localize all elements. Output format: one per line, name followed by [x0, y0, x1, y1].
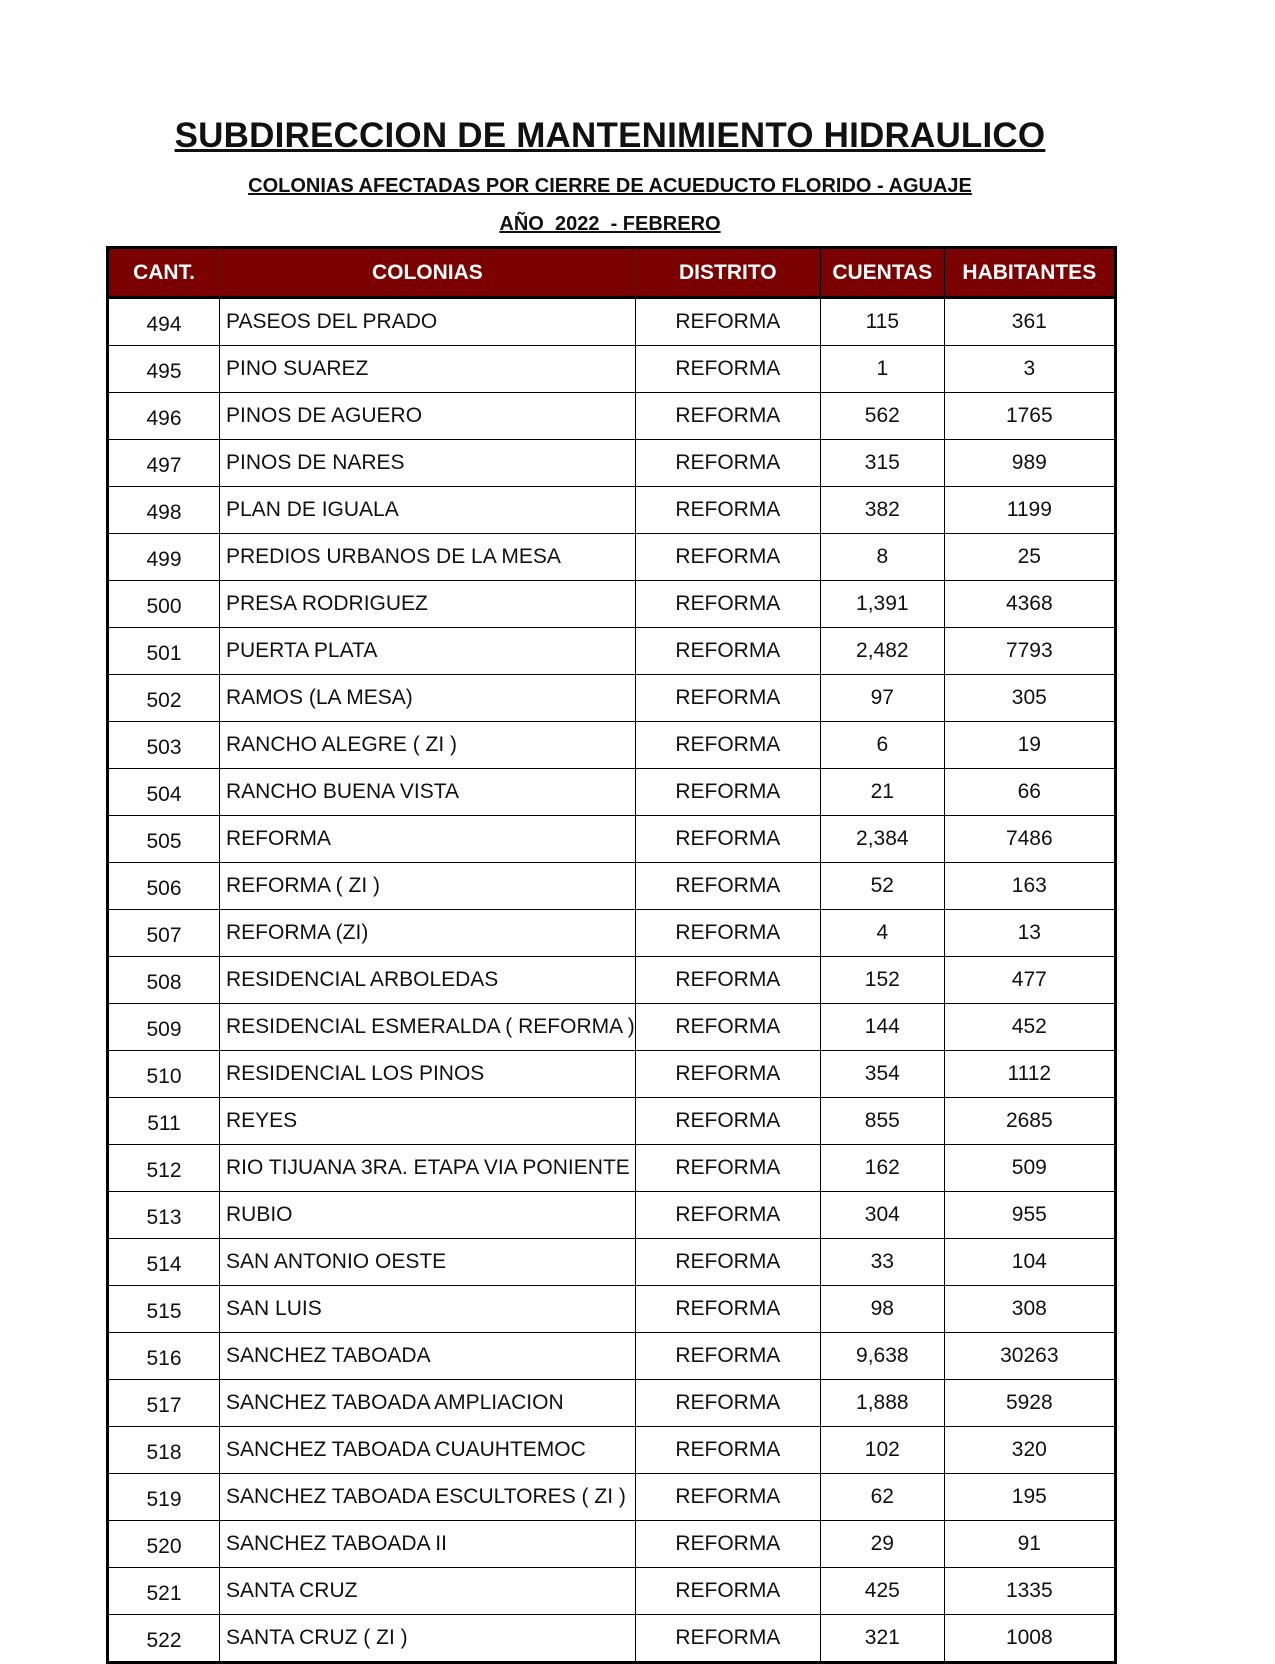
cell-distrito: REFORMA	[635, 1333, 820, 1380]
cell-distrito: REFORMA	[635, 1051, 820, 1098]
cell-distrito: REFORMA	[635, 346, 820, 393]
table-row	[108, 1004, 1116, 1051]
cell-colonia: REFORMA (ZI)	[220, 910, 636, 957]
cell-cant: 518	[108, 1427, 220, 1474]
table-row	[108, 910, 1116, 957]
cell-cant: 515	[108, 1286, 220, 1333]
cell-habitantes: 361	[944, 298, 1115, 346]
cell-habitantes: 7486	[944, 816, 1115, 863]
cell-cuentas: 315	[820, 440, 944, 487]
table-row	[108, 298, 1116, 346]
cell-distrito: REFORMA	[635, 440, 820, 487]
colonias-table	[106, 246, 1117, 1664]
cell-cuentas: 1,391	[820, 581, 944, 628]
cell-cuentas: 8	[820, 534, 944, 581]
cell-habitantes: 3	[944, 346, 1115, 393]
table-row	[108, 1192, 1116, 1239]
cell-cant: 507	[108, 910, 220, 957]
cell-habitantes: 308	[944, 1286, 1115, 1333]
header-row	[108, 248, 1116, 298]
cell-colonia: PASEOS DEL PRADO	[220, 298, 636, 346]
cell-habitantes: 19	[944, 722, 1115, 769]
cell-cuentas: 2,384	[820, 816, 944, 863]
cell-habitantes: 66	[944, 769, 1115, 816]
table-row	[108, 534, 1116, 581]
cell-cant: 501	[108, 628, 220, 675]
cell-cuentas: 321	[820, 1615, 944, 1663]
cell-distrito: REFORMA	[635, 393, 820, 440]
table-row	[108, 957, 1116, 1004]
cell-habitantes: 1112	[944, 1051, 1115, 1098]
cell-cant: 513	[108, 1192, 220, 1239]
cell-colonia: PINOS DE NARES	[220, 440, 636, 487]
cell-distrito: REFORMA	[635, 722, 820, 769]
cell-cuentas: 144	[820, 1004, 944, 1051]
cell-cant: 512	[108, 1145, 220, 1192]
cell-habitantes: 305	[944, 675, 1115, 722]
cell-distrito: REFORMA	[635, 1004, 820, 1051]
cell-cuentas: 855	[820, 1098, 944, 1145]
cell-cuentas: 21	[820, 769, 944, 816]
cell-colonia: SAN LUIS	[220, 1286, 636, 1333]
cell-colonia: RUBIO	[220, 1192, 636, 1239]
header-colonias: COLONIAS	[220, 248, 636, 298]
cell-habitantes: 1335	[944, 1568, 1115, 1615]
cell-colonia: SANTA CRUZ	[220, 1568, 636, 1615]
table-row	[108, 1427, 1116, 1474]
cell-cuentas: 1,888	[820, 1380, 944, 1427]
cell-cant: 502	[108, 675, 220, 722]
cell-habitantes: 30263	[944, 1333, 1115, 1380]
cell-distrito: REFORMA	[635, 581, 820, 628]
cell-distrito: REFORMA	[635, 1474, 820, 1521]
cell-cuentas: 354	[820, 1051, 944, 1098]
cell-colonia: SANCHEZ TABOADA AMPLIACION	[220, 1380, 636, 1427]
cell-cuentas: 102	[820, 1427, 944, 1474]
cell-distrito: REFORMA	[635, 816, 820, 863]
cell-habitantes: 1199	[944, 487, 1115, 534]
cell-cuentas: 2,482	[820, 628, 944, 675]
cell-habitantes: 1008	[944, 1615, 1115, 1663]
cell-cuentas: 52	[820, 863, 944, 910]
header-cuentas: CUENTAS	[820, 248, 944, 298]
table-body	[108, 298, 1116, 1663]
cell-cant: 500	[108, 581, 220, 628]
cell-cuentas: 562	[820, 393, 944, 440]
cell-cuentas: 1	[820, 346, 944, 393]
cell-colonia: RESIDENCIAL LOS PINOS	[220, 1051, 636, 1098]
cell-distrito: REFORMA	[635, 534, 820, 581]
cell-cant: 510	[108, 1051, 220, 1098]
cell-cant: 496	[108, 393, 220, 440]
cell-habitantes: 452	[944, 1004, 1115, 1051]
cell-colonia: RANCHO ALEGRE ( ZI )	[220, 722, 636, 769]
header-distrito: DISTRITO	[635, 248, 820, 298]
cell-colonia: PINO SUAREZ	[220, 346, 636, 393]
table-row	[108, 346, 1116, 393]
cell-habitantes: 989	[944, 440, 1115, 487]
cell-cuentas: 98	[820, 1286, 944, 1333]
cell-cant: 504	[108, 769, 220, 816]
cell-distrito: REFORMA	[635, 957, 820, 1004]
cell-habitantes: 5928	[944, 1380, 1115, 1427]
cell-habitantes: 104	[944, 1239, 1115, 1286]
cell-cuentas: 33	[820, 1239, 944, 1286]
table-row	[108, 487, 1116, 534]
cell-distrito: REFORMA	[635, 1286, 820, 1333]
cell-cant: 522	[108, 1615, 220, 1663]
table-row	[108, 816, 1116, 863]
page-title: SUBDIRECCION DE MANTENIMIENTO HIDRAULICO	[174, 116, 1046, 155]
cell-habitantes: 955	[944, 1192, 1115, 1239]
cell-colonia: PUERTA PLATA	[220, 628, 636, 675]
cell-distrito: REFORMA	[635, 1192, 820, 1239]
cell-cant: 516	[108, 1333, 220, 1380]
cell-cuentas: 152	[820, 957, 944, 1004]
cell-habitantes: 91	[944, 1521, 1115, 1568]
cell-cuentas: 29	[820, 1521, 944, 1568]
cell-habitantes: 7793	[944, 628, 1115, 675]
cell-cant: 506	[108, 863, 220, 910]
cell-colonia: RESIDENCIAL ESMERALDA ( REFORMA )	[220, 1004, 636, 1051]
cell-cant: 509	[108, 1004, 220, 1051]
cell-distrito: REFORMA	[635, 1380, 820, 1427]
cell-distrito: REFORMA	[635, 628, 820, 675]
cell-cant: 497	[108, 440, 220, 487]
cell-cuentas: 4	[820, 910, 944, 957]
cell-cuentas: 382	[820, 487, 944, 534]
cell-colonia: SAN ANTONIO OESTE	[220, 1239, 636, 1286]
cell-cant: 511	[108, 1098, 220, 1145]
cell-distrito: REFORMA	[635, 298, 820, 346]
cell-cant: 499	[108, 534, 220, 581]
cell-cant: 498	[108, 487, 220, 534]
cell-cuentas: 425	[820, 1568, 944, 1615]
cell-distrito: REFORMA	[635, 1145, 820, 1192]
cell-cant: 503	[108, 722, 220, 769]
cell-distrito: REFORMA	[635, 1521, 820, 1568]
cell-distrito: REFORMA	[635, 1615, 820, 1663]
table-row	[108, 1615, 1116, 1663]
cell-habitantes: 195	[944, 1474, 1115, 1521]
cell-cant: 494	[108, 298, 220, 346]
cell-colonia: SANCHEZ TABOADA	[220, 1333, 636, 1380]
cell-colonia: PRESA RODRIGUEZ	[220, 581, 636, 628]
cell-cuentas: 62	[820, 1474, 944, 1521]
cell-distrito: REFORMA	[635, 487, 820, 534]
header-cant: CANT.	[108, 248, 220, 298]
cell-habitantes: 163	[944, 863, 1115, 910]
cell-habitantes: 4368	[944, 581, 1115, 628]
cell-habitantes: 320	[944, 1427, 1115, 1474]
cell-cant: 495	[108, 346, 220, 393]
cell-colonia: REFORMA	[220, 816, 636, 863]
cell-cant: 521	[108, 1568, 220, 1615]
cell-colonia: PINOS DE AGUERO	[220, 393, 636, 440]
cell-habitantes: 1765	[944, 393, 1115, 440]
cell-colonia: REYES	[220, 1098, 636, 1145]
cell-habitantes: 25	[944, 534, 1115, 581]
cell-cant: 508	[108, 957, 220, 1004]
table-row	[108, 1380, 1116, 1427]
cell-cant: 514	[108, 1239, 220, 1286]
table-row	[108, 1521, 1116, 1568]
cell-colonia: RESIDENCIAL ARBOLEDAS	[220, 957, 636, 1004]
cell-colonia: RIO TIJUANA 3RA. ETAPA VIA PONIENTE	[220, 1145, 636, 1192]
table-row	[108, 1098, 1116, 1145]
table-row	[108, 722, 1116, 769]
cell-cant: 520	[108, 1521, 220, 1568]
table-row	[108, 581, 1116, 628]
table-row	[108, 440, 1116, 487]
cell-cant: 519	[108, 1474, 220, 1521]
cell-colonia: SANCHEZ TABOADA ESCULTORES ( ZI )	[220, 1474, 636, 1521]
cell-cant: 517	[108, 1380, 220, 1427]
table-row	[108, 1568, 1116, 1615]
cell-cant: 505	[108, 816, 220, 863]
cell-colonia: SANCHEZ TABOADA CUAUHTEMOC	[220, 1427, 636, 1474]
table-row	[108, 1333, 1116, 1380]
cell-cuentas: 115	[820, 298, 944, 346]
cell-distrito: REFORMA	[635, 863, 820, 910]
table-row	[108, 628, 1116, 675]
cell-colonia: RAMOS (LA MESA)	[220, 675, 636, 722]
table-row	[108, 393, 1116, 440]
page-subtitle: COLONIAS AFECTADAS POR CIERRE DE ACUEDUCTO FLORIDO - AGUAJE	[248, 175, 972, 197]
cell-cuentas: 162	[820, 1145, 944, 1192]
header-habitantes: HABITANTES	[944, 248, 1115, 298]
cell-colonia: PLAN DE IGUALA	[220, 487, 636, 534]
cell-distrito: REFORMA	[635, 675, 820, 722]
cell-distrito: REFORMA	[635, 1098, 820, 1145]
table-row	[108, 1239, 1116, 1286]
table-row	[108, 1051, 1116, 1098]
year-month-label: AÑO 2022 - FEBRERO	[499, 213, 721, 235]
cell-distrito: REFORMA	[635, 1568, 820, 1615]
cell-colonia: PREDIOS URBANOS DE LA MESA	[220, 534, 636, 581]
cell-cuentas: 6	[820, 722, 944, 769]
table-row	[108, 863, 1116, 910]
cell-distrito: REFORMA	[635, 1427, 820, 1474]
cell-colonia: RANCHO BUENA VISTA	[220, 769, 636, 816]
cell-cuentas: 97	[820, 675, 944, 722]
table-row	[108, 675, 1116, 722]
cell-colonia: SANCHEZ TABOADA II	[220, 1521, 636, 1568]
cell-distrito: REFORMA	[635, 1239, 820, 1286]
table-header	[108, 248, 1116, 298]
cell-distrito: REFORMA	[635, 769, 820, 816]
cell-cuentas: 9,638	[820, 1333, 944, 1380]
cell-colonia: SANTA CRUZ ( ZI )	[220, 1615, 636, 1663]
cell-cuentas: 304	[820, 1192, 944, 1239]
table-row	[108, 1145, 1116, 1192]
cell-distrito: REFORMA	[635, 910, 820, 957]
cell-habitantes: 477	[944, 957, 1115, 1004]
table-row	[108, 769, 1116, 816]
table-row	[108, 1286, 1116, 1333]
cell-colonia: REFORMA ( ZI )	[220, 863, 636, 910]
table-row	[108, 1474, 1116, 1521]
cell-habitantes: 2685	[944, 1098, 1115, 1145]
cell-habitantes: 13	[944, 910, 1115, 957]
cell-habitantes: 509	[944, 1145, 1115, 1192]
